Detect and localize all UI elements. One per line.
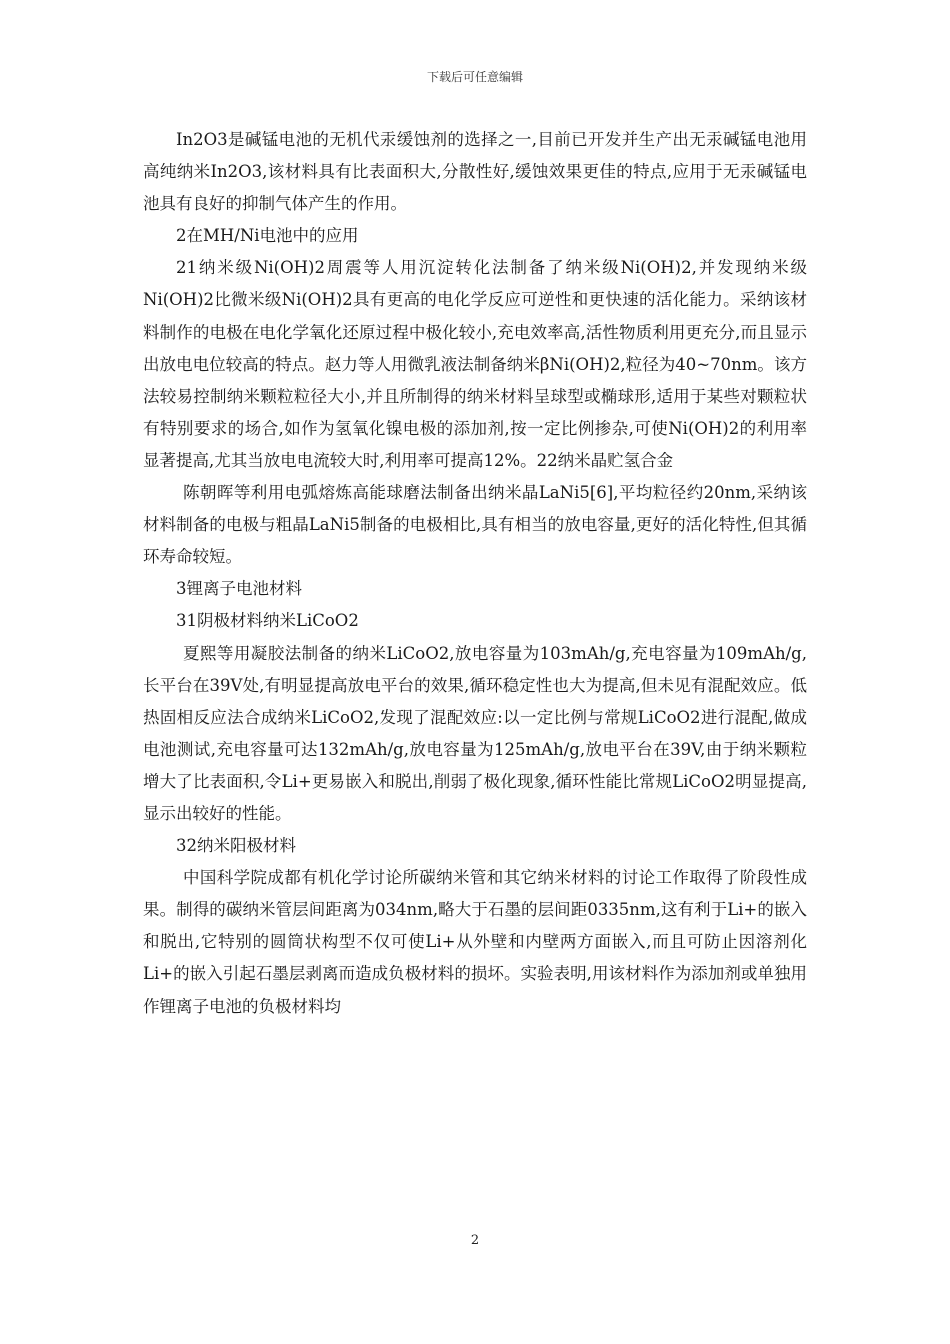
page-header-note: 下载后可任意编辑 [426, 70, 523, 84]
paragraph-nano-nioh2: 21纳米级Ni(OH)2周震等人用沉淀转化法制备了纳米级Ni(OH)2,并发现纳米级Ni(OH)2比微米级Ni(OH)2具有更高的电化学反应可逆性和更快速的活化能力。采纳该材料制作的电极在电化学氧化还原过程中极化较小,充电效率高,活性物质利用更充分,而且显示出放电电位较高的特点。赵力等人用微乳液法制备纳米βNi(OH)2,粒径为40~70nm。该方法较易控制纳米颗粒粒径大小,并且所制得的纳米材料呈球型或椭球形,适用于某些对颗粒状有特别要求的场合,如作为氢氧化镍电极的添加剂,按一定比例掺杂,可使Ni(OH)2的利用率显著提高,尤其当放电电流较大时,利用率可提高12%。22纳米晶贮氢合金 [143, 258, 807, 470]
document-body [143, 124, 807, 1023]
paragraph-in2o3: In2O3是碱锰电池的无机代汞缓蚀剂的选择之一,目前已开发并生产出无汞碱锰电池用高纯纳米In2O3,该材料具有比表面积大,分散性好,缓蚀效果更佳的特点,应用于无汞碱锰电池具有良好的抑制气体产生的作用。 [143, 130, 807, 214]
subsection-heading-anode: 32纳米阳极材料 [176, 836, 296, 856]
paragraph-carbon-nanotube: 中国科学院成都有机化学讨论所碳纳米管和其它纳米材料的讨论工作取得了阶段性成果。制得的碳纳米管层间距离为034nm,略大于石墨的层间距0335nm,这有利于Li+的嵌入和脱出,它特别的圆筒状构型不仅可使Li+从外壁和内壁两方面嵌入,而且可防止因溶剂化Li+的嵌入引起石墨层剥离而造成负极材料的损坏。实验表明,用该材料作为添加剂或单独用作锂离子电池的负极材料均 [143, 868, 807, 1016]
section-heading-li-ion: 3锂离子电池材料 [176, 579, 302, 599]
paragraph-licoo2: 夏熙等用凝胶法制备的纳米LiCoO2,放电容量为103mAh/g,充电容量为109mAh/g,长平台在39V处,有明显提高放电平台的效果,循环稳定性也大为提高,但未见有混配效应。低热固相反应法合成纳米LiCoO2,发现了混配效应:以一定比例与常规LiCoO2进行混配,做成电池测试,充电容量可达132mAh/g,放电容量为125mAh/g,放电平台在39V,由于纳米颗粒增大了比表面积,令Li+更易嵌入和脱出,削弱了极化现象,循环性能比常规LiCoO2明显提高,显示出较好的性能。 [143, 643, 807, 823]
page-number: 2 [470, 1233, 480, 1248]
paragraph-lani5: 陈朝晖等利用电弧熔炼高能球磨法制备出纳米晶LaNi5[6],平均粒径约20nm,采纳该材料制备的电极与粗晶LaNi5制备的电极相比,具有相当的放电容量,更好的活化特性,但其循环寿命较短。 [143, 483, 807, 567]
subsection-heading-licoo2: 31阴极材料纳米LiCoO2 [176, 611, 359, 631]
section-heading-mh-ni: 2在MH/Ni电池中的应用 [176, 226, 359, 246]
